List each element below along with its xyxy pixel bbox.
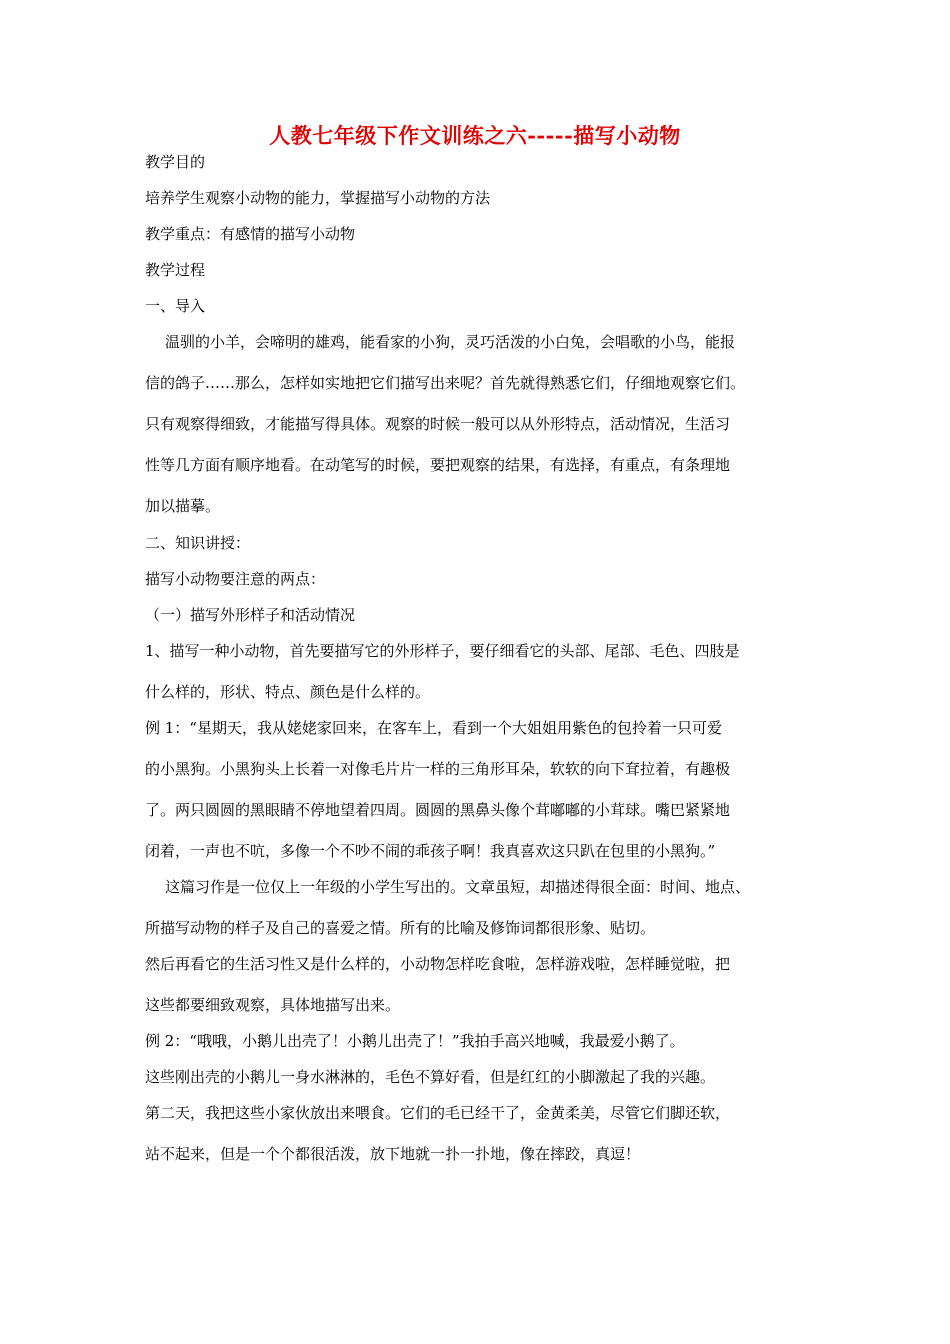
example-line: 站不起来，但是一个个都很活泼，放下地就一扑一扑地，像在摔跤，真逗！ xyxy=(145,1145,641,1163)
section-heading: 一、导入 xyxy=(145,297,206,315)
document-title: 人教七年级下作文训练之六-----描写小动物 xyxy=(269,123,681,148)
heading-teaching-process: 教学过程 xyxy=(145,261,206,279)
example-line: 第二天，我把这些小家伙放出来喂食。它们的毛已经干了，金黄柔美，尽管它们脚还软， xyxy=(145,1104,731,1122)
paragraph-line: 所描写动物的样子及自己的喜爱之情。所有的比喻及修饰词都很形象、贴切。 xyxy=(145,919,656,937)
paragraph-line: 只有观察得细致，才能描写得具体。观察的时候一般可以从外形特点，活动情况，生活习 xyxy=(145,415,731,433)
paragraph-line: 性等几方面有顺序地看。在动笔写的时候，要把观察的结果，有选择，有重点，有条理地 xyxy=(145,456,731,474)
example-line: 的小黑狗。小黑狗头上长着一对像毛片片一样的三角形耳朵，软软的向下耷拉着，有趣极 xyxy=(145,760,731,778)
example-line: 闭着，一声也不吭，多像一个不吵不闹的乖孩子啊！我真喜欢这只趴在包里的小黑狗。” xyxy=(145,842,716,860)
paragraph-line: 信的鸽子……那么，怎样如实地把它们描写出来呢？首先就得熟悉它们，仔细地观察它们。 xyxy=(145,374,746,392)
paragraph-line: 描写小动物要注意的两点： xyxy=(145,570,326,588)
paragraph-line: 然后再看它的生活习性又是什么样的，小动物怎样吃食啦，怎样游戏啦，怎样睡觉啦，把 xyxy=(145,955,731,973)
example-line: 例 2：“哦哦，小鹅儿出壳了！小鹅儿出壳了！”我拍手高兴地喊，我最爱小鹅了。 xyxy=(145,1032,685,1050)
paragraph-line: 培养学生观察小动物的能力，掌握描写小动物的方法 xyxy=(145,189,491,207)
paragraph-line: 加以描摹。 xyxy=(145,497,221,515)
section-heading: 二、知识讲授： xyxy=(145,534,251,552)
paragraph-line: 这些都要细致观察，具体地描写出来。 xyxy=(145,996,401,1014)
example-line: 了。两只圆圆的黑眼睛不停地望着四周。圆圆的黑鼻头像个茸嘟嘟的小茸球。嘴巴紧紧地 xyxy=(145,801,731,819)
heading-teaching-goal: 教学目的 xyxy=(145,153,206,171)
example-line: 例 1：“星期天，我从姥姥家回来，在客车上，看到一个大姐姐用紫色的包拎着一只可爱 xyxy=(145,719,722,737)
example-line: 这些刚出壳的小鹅儿一身水淋淋的，毛色不算好看，但是红红的小脚激起了我的兴趣。 xyxy=(145,1068,716,1086)
paragraph-line: 什么样的，形状、特点、颜色是什么样的。 xyxy=(145,683,431,701)
subsection-heading: （一）描写外形样子和活动情况 xyxy=(145,606,356,624)
paragraph-line: 教学重点：有感情的描写小动物 xyxy=(145,225,356,243)
paragraph-line: 这篇习作是一位仅上一年级的小学生写出的。文章虽短，却描述得很全面：时间、地点、 xyxy=(165,878,751,896)
paragraph-line: 1、描写一种小动物，首先要描写它的外形样子，要仔细看它的头部、尾部、毛色、四肢是 xyxy=(145,642,740,660)
paragraph-line: 温驯的小羊，会啼明的雄鸡，能看家的小狗，灵巧活泼的小白兔，会唱歌的小鸟，能报 xyxy=(165,333,736,351)
